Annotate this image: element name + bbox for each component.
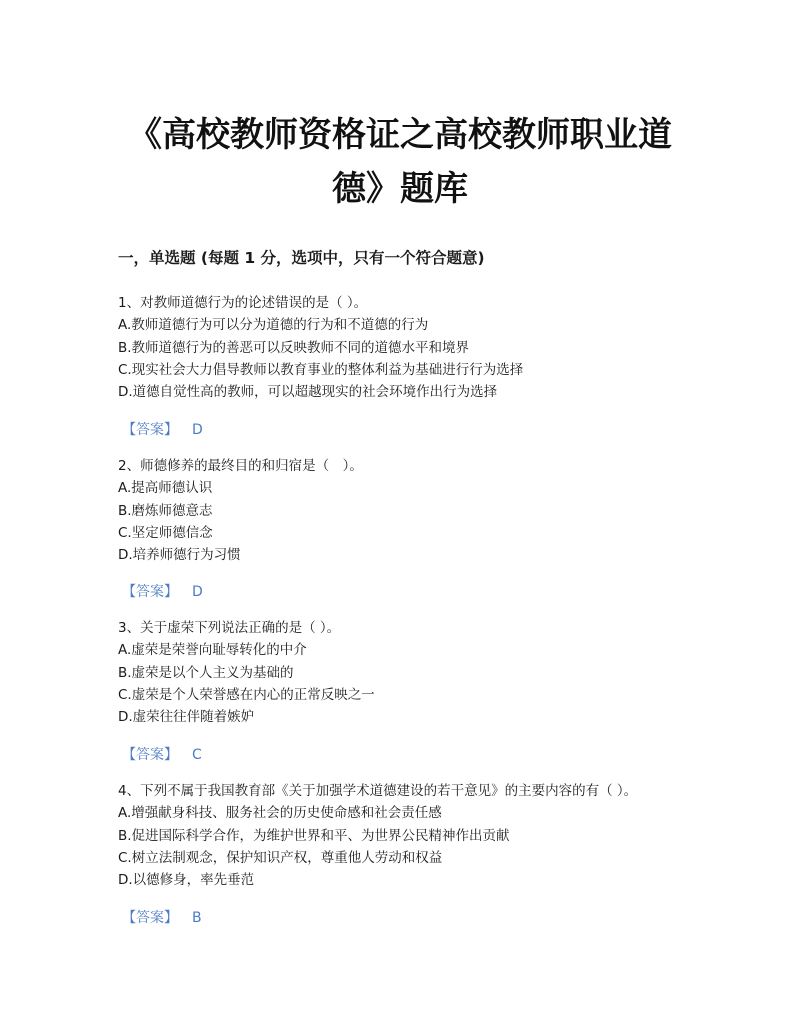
question-stem: 4、下列不属于我国教育部《关于加强学术道德建设的若干意见》的主要内容的有（ ）。: [118, 783, 638, 799]
answer-label: 【答案】: [122, 422, 178, 438]
option-d: D.以德修身，率先垂范: [118, 872, 255, 889]
option-c: C.虚荣是个人荣誉感在内心的正常反映之一: [118, 686, 375, 703]
option-a: A.增强献身科技、服务社会的历史使命感和社会责任感: [118, 805, 442, 822]
answer-3: [122, 744, 202, 766]
section-heading: 一，单选题 (每题 1 分，选项中，只有一个符合题意): [118, 249, 485, 267]
option-b: B.教师道德行为的善恶可以反映教师不同的道德水平和境界: [118, 339, 470, 356]
option-c: C.树立法制观念，保护知识产权，尊重他人劳动和权益: [118, 849, 443, 866]
option-c: C.现实社会大力倡导教师以教育事业的整体利益为基础进行行为选择: [118, 361, 524, 378]
title-line-2: 德》题库: [332, 169, 468, 209]
answer-label: 【答案】: [122, 910, 178, 926]
title-line-1: 《高校教师资格证之高校教师职业道: [128, 115, 672, 155]
answer-value: D: [192, 584, 203, 600]
document-title: [110, 108, 690, 216]
option-c: C.坚定师德信念: [118, 524, 213, 541]
question-2: [118, 455, 363, 566]
option-a: A.教师道德行为可以分为道德的行为和不道德的行为: [118, 317, 429, 334]
question-stem: 1、对教师道德行为的论述错误的是（ ）。: [118, 295, 368, 311]
answer-value: B: [192, 910, 202, 926]
question-3: [118, 617, 375, 728]
option-d: D.道德自觉性高的教师，可以超越现实的社会环境作出行为选择: [118, 384, 498, 401]
question-stem: 3、关于虚荣下列说法正确的是（ ）。: [118, 620, 341, 636]
answer-label: 【答案】: [122, 747, 178, 763]
option-d: D.虚荣往往伴随着嫉妒: [118, 709, 255, 726]
question-stem: 2、师德修养的最终目的和归宿是（ ）。: [118, 458, 363, 474]
answer-label: 【答案】: [122, 584, 178, 600]
question-1: [118, 292, 523, 403]
answer-value: C: [192, 747, 202, 763]
option-a: A.提高师德认识: [118, 480, 213, 497]
answer-value: D: [192, 422, 203, 438]
answer-4: [122, 907, 202, 929]
answer-2: [122, 581, 203, 603]
answer-1: [122, 419, 203, 441]
question-4: [118, 780, 637, 891]
option-d: D.培养师德行为习惯: [118, 547, 241, 564]
option-b: B.促进国际科学合作，为维护世界和平、为世界公民精神作出贡献: [118, 827, 510, 844]
option-b: B.磨炼师德意志: [118, 502, 213, 519]
option-b: B.虚荣是以个人主义为基础的: [118, 664, 294, 681]
option-a: A.虚荣是荣誉向耻辱转化的中介: [118, 642, 307, 659]
